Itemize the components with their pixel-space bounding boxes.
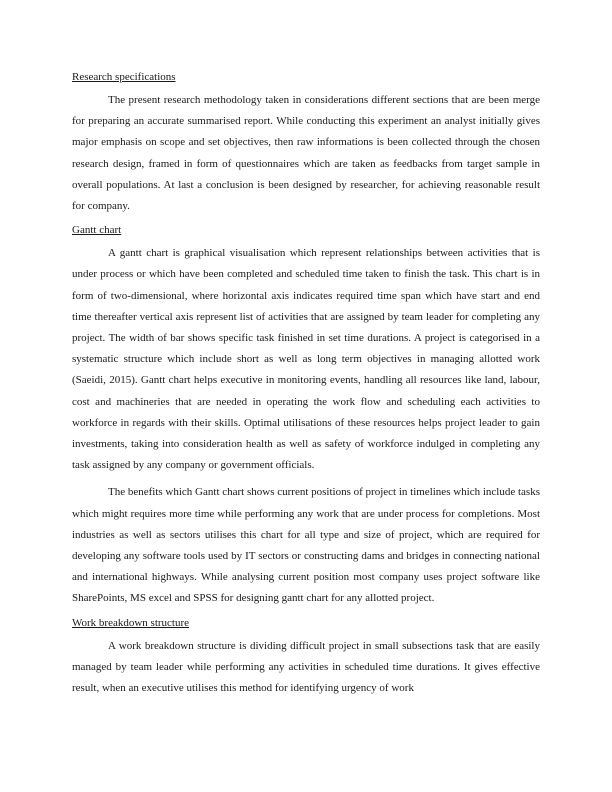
section-heading: Research specifications — [72, 71, 176, 83]
section-heading: Work breakdown structure — [72, 616, 190, 629]
paragraph: A gantt chart is graphical visualisation which represent relationships between activities that is under process or which have been completed and scheduled time taken to finish the task. This chart is in form of two-dimensional, where horizontal axis indicates required time span which have start and end time thereafter vertical axis represent list of activities that are assigned by team leader for completing any project. The width of bar shows specific task finished in set time durations. A project is categorised in a systematic structure which include short as well as long term objectives in managing allotted work (Saeidi, 2015). Gantt chart helps executive in monitoring events, handling all resources like land, labour, cost and machineries that are needed in operating the work flow and scheduling each activities to workforce in regards with their skills. Optimal utilisations of these resources helps project leader to gain investments, taking into consideration health as well as safety of workforce indulged in completing any task assigned by any company or government officials. — [72, 247, 540, 472]
section-gantt-chart — [72, 223, 540, 609]
paragraph: The present research methodology taken in considerations different sections that are been merge for preparing an accurate summarised report. While conducting this experiment an analyst initially gives major emphasis on scope and set objectives, then raw informations is been collected through the chosen research design, framed in form of questionnaires which are taken as feedbacks from target sample in overall populations. At last a conclusion is been designed by researcher, for achieving reasonable result for company. — [72, 94, 540, 213]
section-heading: Gantt chart — [72, 224, 122, 237]
section-research-specifications — [72, 70, 540, 217]
section-work-breakdown-structure — [72, 616, 540, 700]
document-page — [72, 70, 540, 699]
paragraph: A work breakdown structure is dividing difficult project in small subsections task that are easily managed by team leader while performing any activities in scheduled time durations. It gives effective result, when an executive utilises this method for identifying urgency of work — [72, 639, 540, 695]
paragraph: The benefits which Gantt chart shows current positions of project in timelines which include tasks which might requires more time while performing any work that are under process for completions. Most industries as well as sectors utilises this chart for all type and size of project, which are required for developing any software tools used by IT sectors or constructing dams and bridges in connecting national and international highways. While analysing current position most company uses project software like SharePoints, MS excel and SPSS for designing gantt chart for any allotted project. — [72, 486, 540, 605]
